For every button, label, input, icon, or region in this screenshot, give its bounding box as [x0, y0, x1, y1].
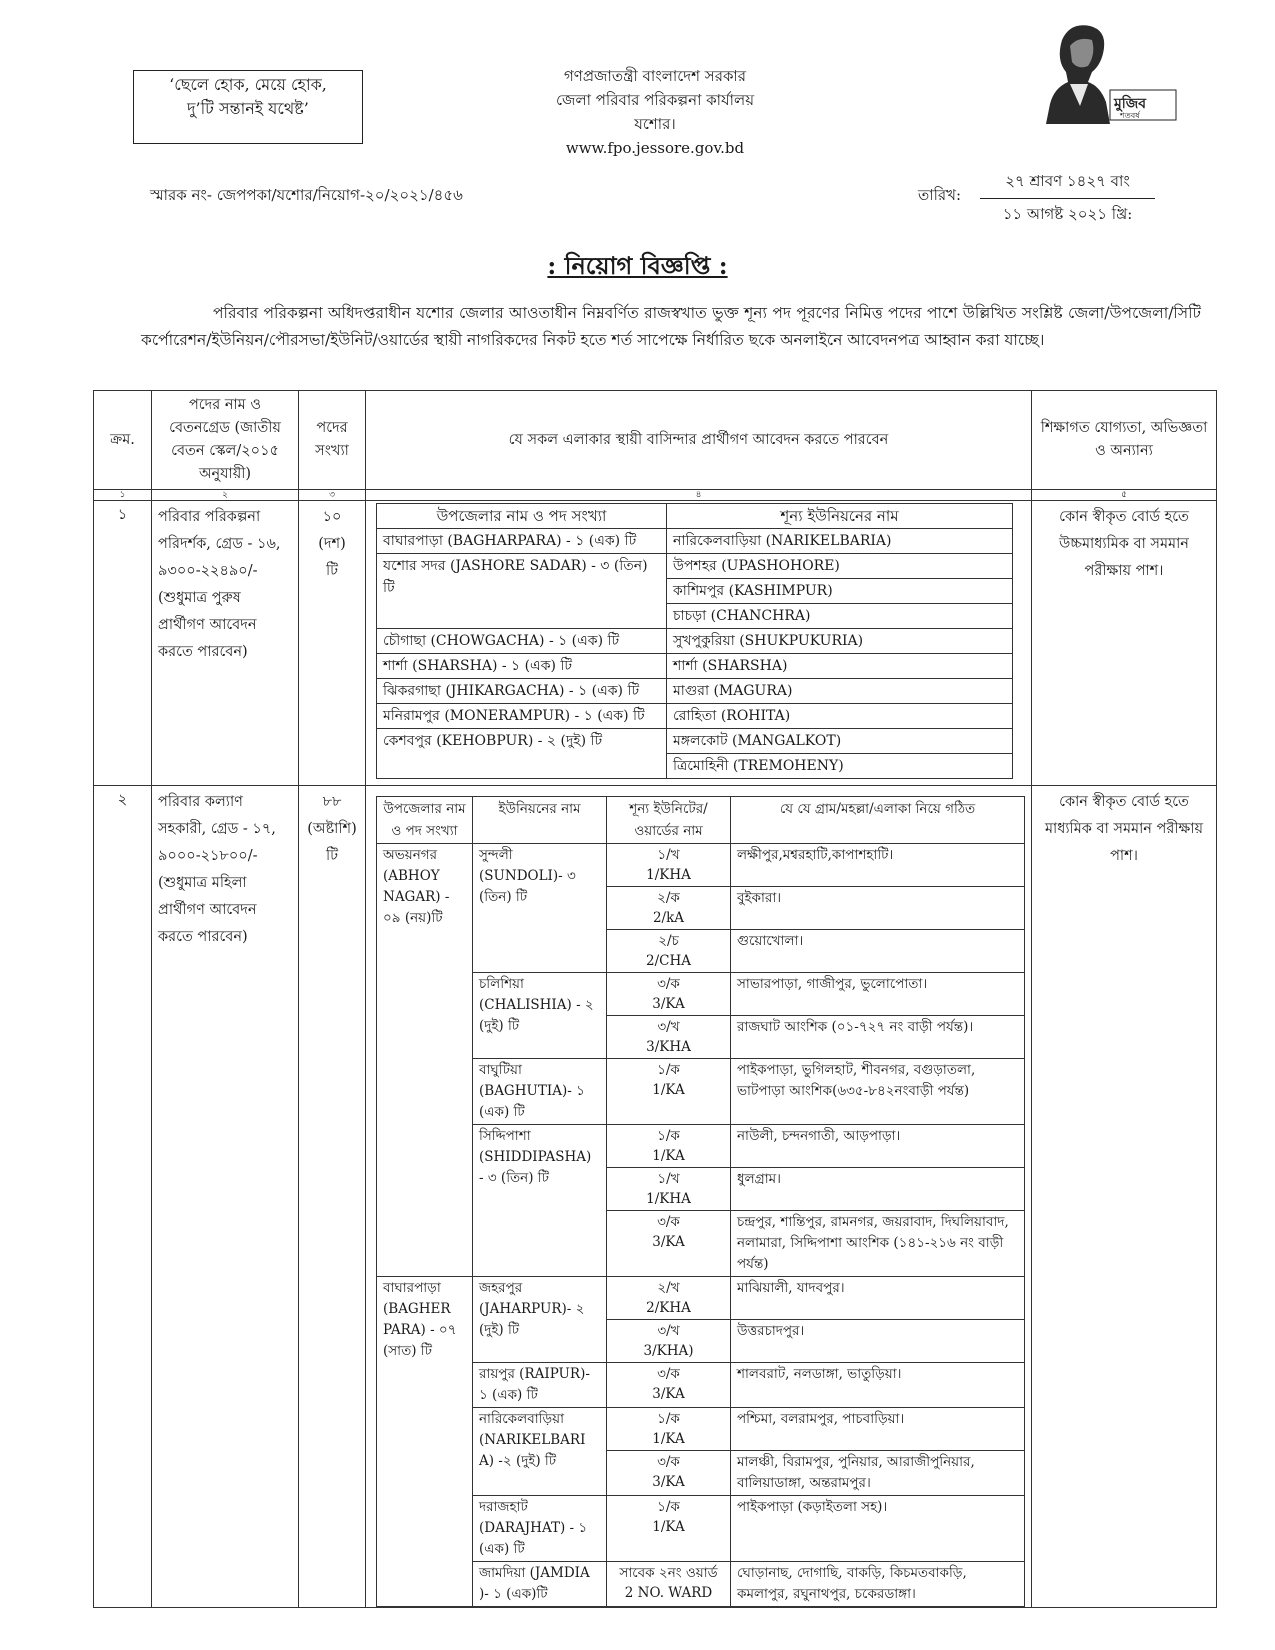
- upazila-cell: যশোর সদর (JASHORE SADAR) - ৩ (তিন) টি: [377, 554, 667, 629]
- union-cell: জহরপুর (JAHARPUR)- ২ (দুই) টি: [473, 1277, 607, 1363]
- union-cell: মাগুরা (MAGURA): [667, 679, 1013, 704]
- union-cell: সুখপুকুরিয়া (SHUKPUKURIA): [667, 629, 1013, 654]
- unit-cell: [607, 1211, 731, 1277]
- unit-en: 1/KHA: [646, 867, 691, 883]
- unit-cell: [607, 1408, 731, 1451]
- header-post: পদের নাম ও বেতনগ্রেড (জাতীয় বেতন স্কেল/২০১৫ অনুযায়ী): [152, 391, 299, 490]
- union-cell: কাশিমপুর (KASHIMPUR): [667, 579, 1013, 604]
- sub-table-row: [377, 1562, 1025, 1607]
- unit-en: 2 NO. WARD: [624, 1585, 713, 1601]
- union-cell: রায়পুর (RAIPUR)- ১ (এক) টি: [473, 1363, 607, 1408]
- union-cell: মঙ্গলকোট (MANGALKOT): [667, 729, 1013, 754]
- union-cell: নারিকেলবাড়িয়া (NARIKELBARI A) -২ (দুই) টি: [473, 1408, 607, 1496]
- upazila-cell: শার্শা (SHARSHA) - ১ (এক) টি: [377, 654, 667, 679]
- villages-cell: বুইকারা।: [731, 887, 1025, 930]
- slogan-box: [133, 70, 363, 144]
- colnum: ৫: [1032, 490, 1217, 501]
- union-cell: উপশহর (UPASHOHORE): [667, 554, 1013, 579]
- unit-bn: ৩/ক: [657, 1454, 680, 1470]
- unit-bn: ১/ক: [657, 1499, 680, 1515]
- unit-cell: [607, 1320, 731, 1363]
- unit-cell: [607, 973, 731, 1016]
- unit-cell: [607, 1125, 731, 1168]
- row1-qualification: কোন স্বীকৃত বোর্ড হতে উচ্চমাধ্যমিক বা সমমান পরীক্ষায় পাশ।: [1032, 501, 1217, 786]
- office-district: যশোর।: [634, 115, 676, 133]
- unit-cell: [607, 1168, 731, 1211]
- sub-header-union: ইউনিয়নের নাম: [473, 797, 607, 844]
- unit-en: 1/KA: [652, 1148, 685, 1164]
- unit-en: 3/KHA): [643, 1343, 694, 1359]
- unit-cell: [607, 1277, 731, 1320]
- intro-paragraph: পরিবার পরিকল্পনা অধিদপ্তরাধীন যশোর জেলার আওতাধীন নিম্নবর্ণিত রাজস্বখাত ভুক্ত শূন্য পদ পূরণের নিমিত্ত পদের পাশে উল্লিখিত সংশ্লিষ্ট জেলা/উপজেলা/সিটি কর্পোরেশন/ইউনিয়ন/পৌরসভা/ইউনিট/ওয়ার্ডের স্থায়ী নাগরিকদের নিকট হতে শর্ত সাপেক্ষে নির্ধারিত ছকে অনলাইনে আবেদনপত্র আহ্বান করা যাচ্ছে।: [141, 304, 1201, 349]
- slogan-line-1: ‘ছেলে হোক, মেয়ে হোক,: [169, 75, 327, 94]
- header-qualification: শিক্ষাগত যোগ্যতা, অভিজ্ঞতা ও অন্যান্য: [1032, 391, 1217, 490]
- unit-bn: ১/খ: [657, 847, 680, 863]
- sub-table-row: [377, 1408, 1025, 1451]
- union-cell: বাঘুটিয়া (BAGHUTIA)- ১ (এক) টি: [473, 1059, 607, 1125]
- upazila-cell: ঝিকরগাছা (JHIKARGACHA) - ১ (এক) টি: [377, 679, 667, 704]
- office-header: [480, 64, 830, 160]
- row2-post: পরিবার কল্যাণ সহকারী, গ্রেড - ১৭, ৯০০০-২১৮০০/- (শুধুমাত্র মহিলা প্রার্থীগণ আবেদন করতে পারবেন): [152, 786, 299, 1608]
- row1-count: ১০ (দশ) টি: [299, 501, 366, 786]
- union-cell: নারিকেলবাড়িয়া (NARIKELBARIA): [667, 529, 1013, 554]
- unit-bn: ১/ক: [657, 1062, 680, 1078]
- unit-en: 3/KA: [652, 996, 685, 1012]
- sub-table-row: [377, 654, 1013, 679]
- column-number-row: [94, 490, 1217, 501]
- unit-bn: ৩/খ: [657, 1019, 680, 1035]
- sub-table-row: [377, 844, 1025, 887]
- sub-table-row: [377, 973, 1025, 1016]
- sub-table-row: [377, 679, 1013, 704]
- union-cell: ত্রিমোহিনী (TREMOHENY): [667, 754, 1013, 779]
- upazila-cell: অভয়নগর (ABHOY NAGAR) - ০৯ (নয়)টি: [377, 844, 473, 1277]
- villages-cell: নাউলী, চন্দনগাতী, আড়পাড়া।: [731, 1125, 1025, 1168]
- table-row: [94, 786, 1217, 1608]
- row1-area: [366, 501, 1032, 786]
- unit-en: 3/KA: [652, 1474, 685, 1490]
- logo-text: মুজিব: [1114, 96, 1147, 112]
- sub-table-row: [377, 554, 1013, 579]
- sub-table-row: [377, 529, 1013, 554]
- sub-table-row: [377, 1496, 1025, 1562]
- row2-union-table: [376, 796, 1025, 1607]
- unit-bn: ৩/ক: [657, 1366, 680, 1382]
- sub-table-row: [377, 1363, 1025, 1408]
- portrait-icon: [1040, 20, 1180, 130]
- sub-table-row: [377, 1059, 1025, 1125]
- unit-bn: সাবেক ২নং ওয়ার্ড: [619, 1565, 718, 1581]
- row2-serial: ২: [94, 786, 152, 1608]
- unit-bn: ৩/খ: [657, 1323, 680, 1339]
- sub-table-row: [377, 1277, 1025, 1320]
- colnum: ৪: [366, 490, 1032, 501]
- union-cell: রোহিতা (ROHITA): [667, 704, 1013, 729]
- unit-bn: ২/খ: [657, 1280, 680, 1296]
- villages-cell: লক্ষীপুর,মশ্বরহাটি,কাপাশহাটি।: [731, 844, 1025, 887]
- sub-header-upazila: উপজেলার নাম ও পদ সংখ্যা: [377, 797, 473, 844]
- office-website[interactable]: www.fpo.jessore.gov.bd: [565, 139, 745, 157]
- union-cell: চলিশিয়া (CHALISHIA) - ২ (দুই) টি: [473, 973, 607, 1059]
- unit-en: 3/KHA: [646, 1039, 691, 1055]
- unit-cell: [607, 887, 731, 930]
- table-row: [94, 501, 1217, 786]
- union-cell: দরাজহাট (DARAJHAT) - ১ (এক) টি: [473, 1496, 607, 1562]
- union-cell: সুন্দলী (SUNDOLI)- ৩ (তিন) টি: [473, 844, 607, 973]
- office-name: জেলা পরিবার পরিকল্পনা কার্যালয়: [555, 91, 755, 109]
- union-cell: চাচড়া (CHANCHRA): [667, 604, 1013, 629]
- unit-bn: ৩/ক: [657, 1214, 680, 1230]
- villages-cell: পশ্চিমা, বলরামপুর, পাচবাড়িয়া।: [731, 1408, 1025, 1451]
- upazila-cell: বাঘারপাড়া (BAGHER PARA) - ০৭ (সাত) টি: [377, 1277, 473, 1607]
- unit-bn: ২/চ: [658, 933, 679, 949]
- unit-cell: [607, 1059, 731, 1125]
- memo-number: স্মারক নং- জেপপকা/যশোর/নিয়োগ-২০/২০২১/৪৫৬: [150, 186, 463, 204]
- date-english: ১১ আগষ্ট ২০২১ খ্রি:: [1002, 205, 1133, 223]
- row1-serial: ১: [94, 501, 152, 786]
- upazila-cell: কেশবপুর (KEHOBPUR) - ২ (দুই) টি: [377, 729, 667, 779]
- villages-cell: রাজঘাট আংশিক (০১-৭২৭ নং বাড়ী পর্যন্ত)।: [731, 1016, 1025, 1059]
- unit-en: 3/KA: [652, 1386, 685, 1402]
- row2-count: ৮৮ (অষ্টাশি) টি: [299, 786, 366, 1608]
- sub-table-row: [377, 1125, 1025, 1168]
- table-header-row: [94, 391, 1217, 490]
- villages-cell: ঘোড়ানাছ, দোগাছি, বাকড়ি, কিচমতবাকড়ি, কমলাপুর, রঘুনাথপুর, চকেরডাঙ্গা।: [731, 1562, 1025, 1607]
- sub-table-row: [377, 629, 1013, 654]
- unit-cell: [607, 1363, 731, 1408]
- header-area: যে সকল এলাকার স্থায়ী বাসিন্দার প্রার্থীগণ আবেদন করতে পারবেন: [366, 391, 1032, 490]
- villages-cell: পাইকপাড়া, ভুগিলহাট, শীবনগর, বগুড়াতলা, ভাটপাড়া আংশিক(৬৩৫-৮৪২নংবাড়ী পর্যন্ত): [731, 1059, 1025, 1125]
- unit-cell: [607, 930, 731, 973]
- unit-cell: [607, 1016, 731, 1059]
- mujib-borsho-logo: [1040, 20, 1180, 130]
- govt-name: গণপ্রজাতন্ত্রী বাংলাদেশ সরকার: [563, 67, 747, 85]
- row2-qualification: কোন স্বীকৃত বোর্ড হতে মাধ্যমিক বা সমমান পরীক্ষায় পাশ।: [1032, 786, 1217, 1608]
- unit-en: 1/KHA: [646, 1191, 691, 1207]
- unit-en: 1/KA: [652, 1082, 685, 1098]
- sub-header-upazila: উপজেলার নাম ও পদ সংখ্যা: [377, 504, 667, 529]
- unit-bn: ৩/ক: [657, 976, 680, 992]
- upazila-cell: চৌগাছা (CHOWGACHA) - ১ (এক) টি: [377, 629, 667, 654]
- unit-bn: ১/খ: [657, 1171, 680, 1187]
- unit-en: 1/KA: [652, 1519, 685, 1535]
- villages-cell: মালঞ্চী, বিরামপুর, পুনিয়ার, আরাজীপুনিয়ার, বালিয়াডাঙ্গা, অন্তরামপুর।: [731, 1451, 1025, 1496]
- unit-cell: [607, 1562, 731, 1607]
- unit-bn: ১/ক: [657, 1128, 680, 1144]
- logo-subtext: শতবর্ষ: [1120, 111, 1140, 120]
- villages-cell: গুয়োখোলা।: [731, 930, 1025, 973]
- unit-cell: [607, 1451, 731, 1496]
- unit-en: 2/CHA: [646, 953, 691, 969]
- upazila-cell: বাঘারপাড়া (BAGHARPARA) - ১ (এক) টি: [377, 529, 667, 554]
- slogan-line-2: দু’টি সন্তানই যথেষ্ট’: [187, 99, 309, 118]
- sub-header-unit: শূন্য ইউনিটের/ ওয়ার্ডের নাম: [607, 797, 731, 844]
- unit-cell: [607, 844, 731, 887]
- sub-header-union: শূন্য ইউনিয়নের নাম: [667, 504, 1013, 529]
- union-cell: সিদ্দিপাশা (SHIDDIPASHA) - ৩ (তিন) টি: [473, 1125, 607, 1277]
- row1-post: পরিবার পরিকল্পনা পরিদর্শক, গ্রেড - ১৬, ৯৩০০-২২৪৯০/- (শুধুমাত্র পুরুষ প্রার্থীগণ আবেদন করতে পারবেন): [152, 501, 299, 786]
- villages-cell: সাভারপাড়া, গাজীপুর, ভুলোপোতা।: [731, 973, 1025, 1016]
- villages-cell: শালবরাট, নলডাঙ্গা, ভাতুড়িয়া।: [731, 1363, 1025, 1408]
- villages-cell: উত্তরচাদপুর।: [731, 1320, 1025, 1363]
- header-count: পদের সংখ্যা: [299, 391, 366, 490]
- sub-table-row: [377, 704, 1013, 729]
- villages-cell: চন্দ্রপুর, শান্তিপুর, রামনগর, জয়রাবাদ, দিঘলিয়াবাদ, নলামারা, সিদ্দিপাশা আংশিক (১৪১-২১৬ নং বাড়ী পর্যন্ত): [731, 1211, 1025, 1277]
- notice-heading: : নিয়োগ বিজ্ঞপ্তি :: [547, 251, 728, 280]
- unit-en: 2/KHA: [646, 1300, 691, 1316]
- unit-en: 2/kA: [652, 910, 685, 926]
- villages-cell: পাইকপাড়া (কড়াইতলা সহ)।: [731, 1496, 1025, 1562]
- unit-bn: ২/ক: [657, 890, 680, 906]
- villages-cell: ধুলগ্রাম।: [731, 1168, 1025, 1211]
- colnum: ৩: [299, 490, 366, 501]
- date-label: তারিখ:: [918, 186, 962, 204]
- row2-area: [366, 786, 1032, 1608]
- row1-upazila-table: [376, 503, 1013, 779]
- upazila-cell: মনিরামপুর (MONERAMPUR) - ১ (এক) টি: [377, 704, 667, 729]
- villages-cell: মাঝিয়ালী, যাদবপুর।: [731, 1277, 1025, 1320]
- date-box: [980, 170, 1155, 228]
- sub-header-villages: যে যে গ্রাম/মহল্লা/এলাকা নিয়ে গঠিত: [731, 797, 1025, 844]
- colnum: ১: [94, 490, 152, 501]
- colnum: ২: [152, 490, 299, 501]
- sub-table-row: [377, 729, 1013, 754]
- date-bangla: ২৭ শ্রাবণ ১৪২৭ বাং: [980, 170, 1155, 199]
- union-cell: জামদিয়া (JAMDIA )- ১ (এক)টি: [473, 1562, 607, 1607]
- union-cell: শার্শা (SHARSHA): [667, 654, 1013, 679]
- header-serial: ক্রম.: [94, 391, 152, 490]
- unit-cell: [607, 1496, 731, 1562]
- unit-bn: ১/ক: [657, 1411, 680, 1427]
- unit-en: 3/KA: [652, 1234, 685, 1250]
- vacancy-table: [93, 390, 1217, 1608]
- unit-en: 1/KA: [652, 1431, 685, 1447]
